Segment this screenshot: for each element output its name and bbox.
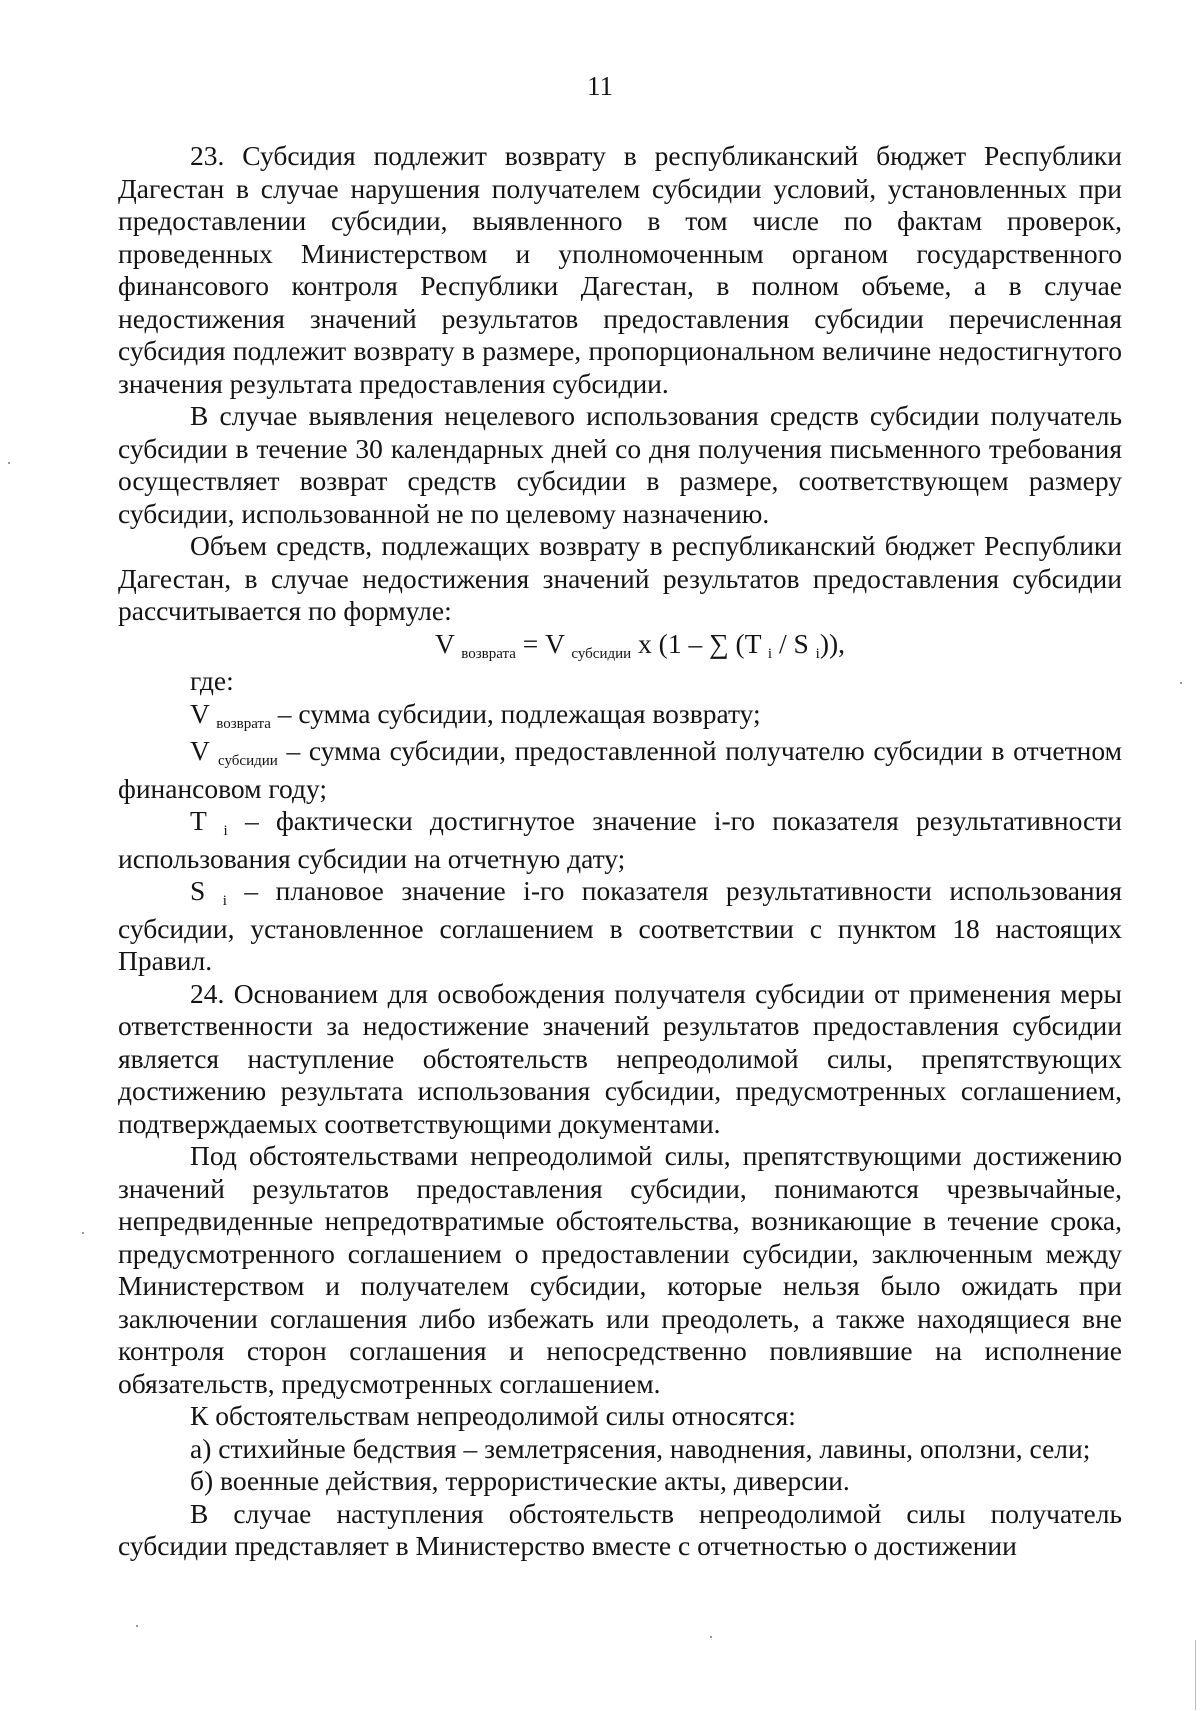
definition-v-subsidy [118, 735, 1122, 805]
definition-t-text: – фактически достигнутое значение i-го показателя результативности использования субсидии на отчетную дату; [118, 805, 1122, 874]
definition-s [118, 875, 1122, 978]
refund-formula [118, 628, 1122, 666]
paragraph-23: 23. Субсидия подлежит возврату в республиканский бюджет Республики Дагестан в случае нарушения получателем субсидии условий, установленных при предоставлении субсидии, выявленного в том числе по фактам проверок, проведенных Министерством и уполномоченным органом государственного финансового контроля Республики Дагестан, в полном объеме, а в случае недостижения значений результатов предоставления субсидии перечисленная субсидия подлежит возврату в размере, пропорциональном величине недостигнутого значения результата предоставления субсидии. [118, 140, 1122, 399]
formula-i1: i [767, 645, 773, 662]
paragraph-force-list-intro: К обстоятельствам непреодолимой силы относятся: [190, 1400, 796, 1431]
formula-sub-return: возврата [461, 645, 516, 662]
scan-speck [710, 1636, 712, 1638]
symbol-sub-subsidy: субсидии [218, 753, 278, 769]
formula-eq: = [515, 627, 546, 659]
paragraph-24: 24. Основанием для освобождения получателя субсидии от применения меры ответственности за недостижение значений результатов предоставления субсидии является наступление обстоятельств непреодолимой силы, препятствующих достижению результата использования субсидии, предусмотренных соглашением, подтверждаемых соответствующими документами. [118, 977, 1122, 1139]
formula-middle: x (1 – ∑ (T [631, 627, 762, 659]
page-number: 11 [587, 71, 613, 101]
symbol-v: V [190, 697, 210, 729]
paragraph-volume: Объем средств, подлежащих возврату в республиканский бюджет Республики Дагестан, в случае недостижения значений результатов предоставления субсидии рассчитывается по формуле: [118, 530, 1122, 626]
paragraph-force-definition: Под обстоятельствами непреодолимой силы, препятствующими достижению значений результатов предоставления субсидии, понимаются чрезвычайные, непредвиденные непредотвратимые обстоятельства, возникающие в течение срока, предусмотренного соглашением о предоставлении субсидии, заключенным между Министерством и получателем субсидии, которые нельзя было ожидать при заключении соглашения либо избежать или преодолеть, а также находящиеся вне контроля сторон соглашения и непосредственно повлиявшие на исполнение обязательств, предусмотренных соглашением. [118, 1140, 1122, 1399]
definition-v-return [118, 698, 1122, 736]
definition-v-return-text: – сумма субсидии, подлежащая возврату; [270, 697, 761, 729]
symbol-v-subsidy: V [190, 735, 210, 766]
formula-sub-subsidy: субсидии [571, 645, 632, 662]
symbol-t-index: i [223, 823, 228, 839]
list-item-b: б) военные действия, террористические акты, диверсии. [190, 1465, 850, 1496]
symbol-sub-return: возврата [216, 715, 271, 732]
definition-s-text: – плановое значение i-го показателя результативности использования субсидии, установленное соглашением в соответствии с пунктом 18 настоящих Правил. [118, 875, 1122, 976]
symbol-s-index: i [222, 893, 227, 909]
formula-v: V [434, 627, 455, 659]
scan-speck [82, 1232, 84, 1234]
formula-i2: i [815, 645, 820, 662]
definition-v-subsidy-text: – сумма субсидии, предоставленной получателю субсидии в отчетном финансовом году; [118, 735, 1122, 804]
formula-v2: V [545, 627, 565, 659]
paragraph-where: где: [190, 665, 234, 696]
symbol-t: T [190, 805, 207, 836]
symbol-s: S [190, 875, 206, 906]
scan-speck [1180, 682, 1182, 684]
paragraph-last: В случае наступления обстоятельств непреодолимой силы получатель субсидии представляет в Министерство вместе с отчетностью о достижении [118, 1497, 1122, 1561]
scan-speck [136, 1625, 138, 1627]
scan-edge-line [1195, 1640, 1196, 1710]
document-body [118, 140, 1122, 1563]
formula-div: / S [772, 627, 809, 659]
formula-end: )), [819, 627, 846, 659]
scan-speck [8, 462, 10, 464]
list-item-a: а) стихийные бедствия – землетрясения, наводнения, лавины, оползни, сели; [190, 1432, 1091, 1464]
paragraph-misuse: В случае выявления нецелевого использования средств субсидии получатель субсидии в течение 30 календарных дней со дня получения письменного требования осуществляет возврат средств субсидии в размере, соответствующем размеру субсидии, использованной не по целевому назначению. [118, 400, 1122, 529]
definition-t [118, 805, 1122, 875]
